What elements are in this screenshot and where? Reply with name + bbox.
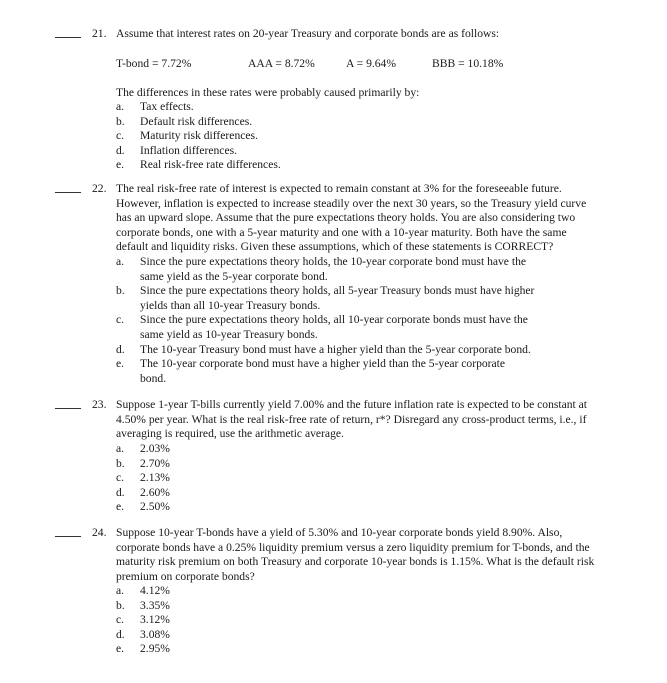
stem-line: Suppose 10-year T-bonds have a yield of 5.30% and 10-year corporate bonds yield 8.90%. Also, bbox=[116, 526, 563, 539]
stem-line: Suppose 1-year T-bills currently yield 7.00% and the future inflation rate is expected to be constant at bbox=[116, 398, 588, 411]
option-letter: c. bbox=[116, 129, 125, 143]
option-line: yields than all 10-year Treasury bonds. bbox=[140, 298, 321, 312]
option-e bbox=[116, 642, 596, 657]
option-line: Since the pure expectations theory holds, all 10-year corporate bonds must have the bbox=[140, 313, 528, 327]
option-b bbox=[116, 284, 596, 313]
option-letter: a. bbox=[116, 442, 125, 455]
option-c bbox=[116, 313, 596, 342]
option-line: same yield as the 5-year corporate bond. bbox=[140, 269, 328, 283]
option-text: 4.12% bbox=[140, 584, 170, 597]
option-letter: e. bbox=[116, 357, 125, 371]
option-a bbox=[116, 100, 596, 115]
options-list bbox=[116, 255, 596, 386]
question-stem bbox=[116, 398, 656, 442]
option-text: Inflation differences. bbox=[140, 143, 238, 157]
option-text: 2.50% bbox=[140, 500, 170, 514]
stem-line: However, inflation is expected to increase steadily over the next 30 years, so the Treasury yield curve bbox=[116, 196, 587, 210]
option-e bbox=[116, 158, 596, 173]
option-text: 2.03% bbox=[140, 442, 170, 455]
option-b bbox=[116, 599, 596, 614]
rate-tbond: T-bond = 7.72% bbox=[116, 57, 192, 70]
option-a bbox=[116, 584, 596, 599]
question-subhead: The differences in these rates were probably caused primarily by: bbox=[116, 86, 420, 99]
option-text: 3.35% bbox=[140, 598, 170, 612]
option-text: Default risk differences. bbox=[140, 114, 253, 128]
rate-bbb: BBB = 10.18% bbox=[432, 57, 504, 70]
stem-line: corporate bonds, one with a 5-year maturity and one with a 10-year maturity. Both have the same bbox=[116, 225, 567, 239]
option-d bbox=[116, 628, 596, 643]
answer-blank bbox=[55, 37, 81, 38]
stem-line: maturity risk premium on both Treasury and corporate 10-year bonds is 1.15%. What is the default risk bbox=[116, 555, 595, 569]
stem-line: default and liquidity risks. Given these assumptions, which of these statements is CORRECT? bbox=[116, 240, 554, 254]
option-line: The 10-year Treasury bond must have a higher yield than the 5-year corporate bond. bbox=[140, 342, 531, 356]
option-c bbox=[116, 129, 596, 144]
question-stem: Assume that interest rates on 20-year Treasury and corporate bonds are as follows: bbox=[116, 27, 500, 40]
option-text: 2.60% bbox=[140, 485, 170, 499]
option-c bbox=[116, 471, 596, 486]
option-text: Tax effects. bbox=[140, 100, 194, 113]
option-letter: c. bbox=[116, 471, 125, 485]
option-letter: e. bbox=[116, 158, 125, 172]
option-letter: b. bbox=[116, 284, 125, 298]
stem-line: The real risk-free rate of interest is expected to remain constant at 3% for the foreseeable future. bbox=[116, 182, 562, 195]
options-list bbox=[116, 100, 596, 173]
question-number: 22. bbox=[92, 182, 107, 195]
option-letter: c. bbox=[116, 613, 125, 627]
option-letter: e. bbox=[116, 500, 125, 514]
option-c bbox=[116, 613, 596, 628]
option-b bbox=[116, 115, 596, 130]
option-line: The 10-year corporate bond must have a higher yield than the 5-year corporate bbox=[140, 357, 506, 371]
stem-line: has an upward slope. Assume that the pure expectations theory holds. You are also considering two bbox=[116, 211, 576, 225]
option-text bbox=[140, 343, 596, 358]
option-d bbox=[116, 144, 596, 159]
option-text bbox=[140, 313, 596, 342]
option-d bbox=[116, 343, 596, 358]
option-text: Maturity risk differences. bbox=[140, 129, 258, 143]
stem-line: averaging is required, use the arithmetic average. bbox=[116, 427, 344, 441]
option-letter: a. bbox=[116, 584, 125, 597]
option-line: Since the pure expectations theory holds, all 5-year Treasury bonds must have higher bbox=[140, 284, 535, 298]
answer-blank bbox=[55, 536, 81, 537]
rate-aaa: AAA = 8.72% bbox=[248, 57, 315, 70]
option-text: 3.12% bbox=[140, 613, 170, 627]
answer-blank bbox=[55, 192, 81, 193]
option-a bbox=[116, 255, 596, 284]
option-letter: d. bbox=[116, 342, 125, 356]
option-letter: b. bbox=[116, 114, 125, 128]
option-letter: d. bbox=[116, 485, 125, 499]
answer-blank bbox=[55, 408, 81, 409]
options-list bbox=[116, 442, 596, 515]
option-line: same yield as 10-year Treasury bonds. bbox=[140, 327, 318, 341]
option-e bbox=[116, 357, 596, 386]
option-text: Real risk-free rate differences. bbox=[140, 158, 281, 172]
option-letter: a. bbox=[116, 100, 125, 113]
option-letter: a. bbox=[116, 255, 125, 268]
option-letter: b. bbox=[116, 456, 125, 470]
rate-a: A = 9.64% bbox=[346, 57, 397, 70]
option-text: 3.08% bbox=[140, 627, 170, 641]
question-stem bbox=[116, 182, 656, 255]
options-list bbox=[116, 584, 596, 657]
option-line: bond. bbox=[140, 371, 167, 385]
option-text: 2.70% bbox=[140, 456, 170, 470]
option-text bbox=[140, 357, 596, 386]
option-letter: c. bbox=[116, 313, 125, 327]
option-e bbox=[116, 500, 596, 515]
question-number: 23. bbox=[92, 398, 107, 411]
option-letter: d. bbox=[116, 627, 125, 641]
option-b bbox=[116, 457, 596, 472]
option-text bbox=[140, 255, 596, 284]
option-d bbox=[116, 486, 596, 501]
option-text: 2.13% bbox=[140, 471, 170, 485]
option-letter: b. bbox=[116, 598, 125, 612]
question-number: 21. bbox=[92, 27, 107, 40]
question-number: 24. bbox=[92, 526, 107, 539]
stem-line: corporate bonds have a 0.25% liquidity premium versus a zero liquidity premium for T-bonds, and the bbox=[116, 540, 590, 554]
option-line: Since the pure expectations theory holds, the 10-year corporate bond must have the bbox=[140, 255, 527, 268]
stem-line: premium on corporate bonds? bbox=[116, 569, 255, 583]
stem-line: 4.50% per year. What is the real risk-free rate of return, r*? Disregard any cross-product terms, i.e., if bbox=[116, 412, 587, 426]
option-a bbox=[116, 442, 596, 457]
option-letter: d. bbox=[116, 143, 125, 157]
option-text: 2.95% bbox=[140, 642, 170, 656]
question-stem bbox=[116, 526, 656, 584]
option-text bbox=[140, 284, 596, 313]
option-letter: e. bbox=[116, 642, 125, 656]
